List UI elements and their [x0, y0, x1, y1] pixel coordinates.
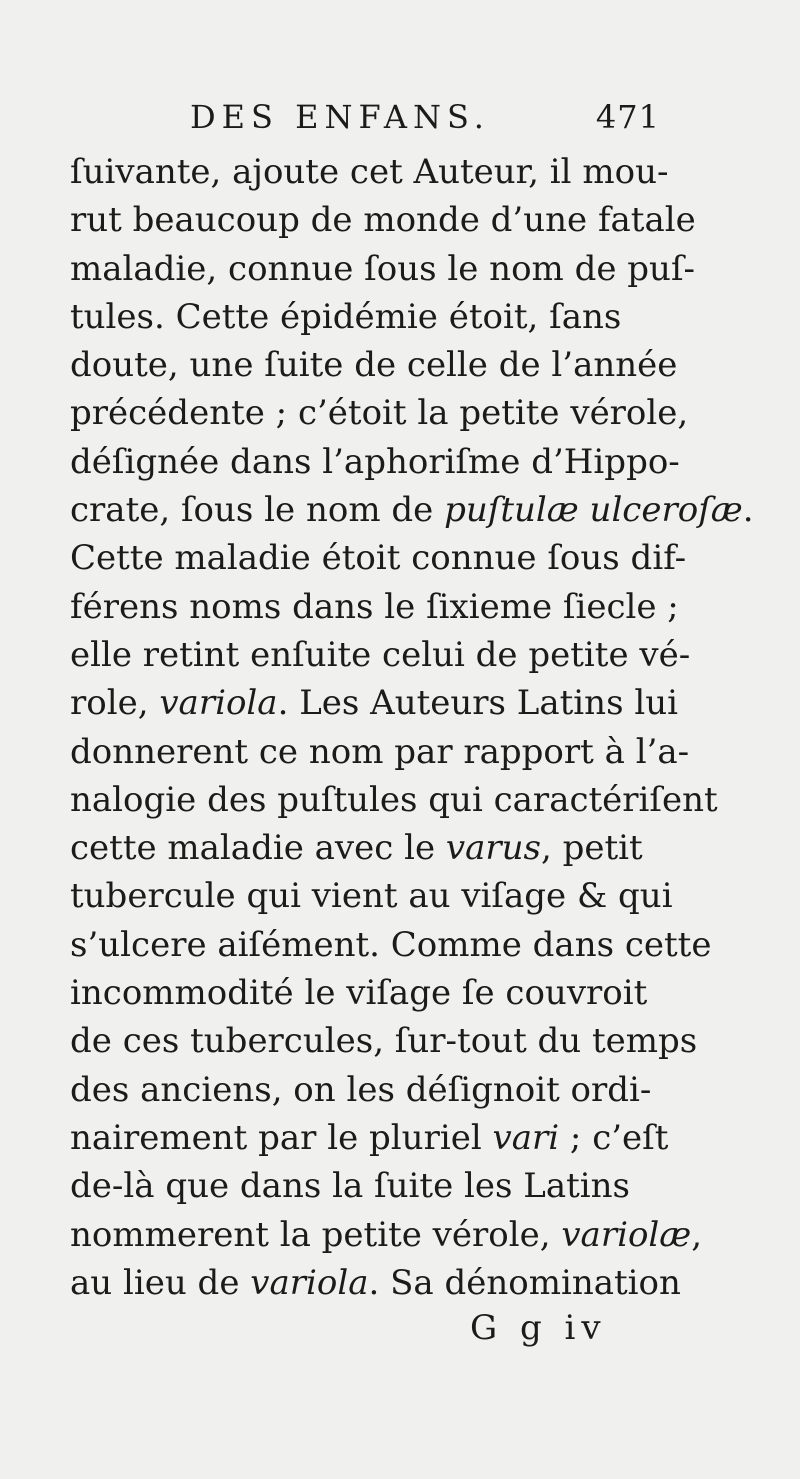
text-line [70, 631, 690, 679]
text-line [70, 1211, 703, 1259]
text-line [70, 1259, 690, 1307]
text-line [70, 389, 690, 437]
italic-term: variola [250, 1262, 369, 1303]
text-segment: tubercule qui vient au viſage & qui [70, 876, 673, 917]
text-segment: de ces tubercules, ſur-tout du temps [70, 1021, 698, 1062]
text-segment: nalogie des puſtules qui caractériſent [70, 779, 718, 820]
text-line [70, 679, 690, 727]
text-line [70, 486, 754, 534]
text-segment: nommerent la petite vérole, [70, 1214, 562, 1255]
text-segment: role, [70, 683, 160, 724]
text-segment: cette maladie avec le [70, 828, 446, 869]
text-line [70, 1017, 698, 1065]
text-segment: de-là que dans la ſuite les Latins [70, 1166, 630, 1207]
italic-term: vari [492, 1117, 560, 1158]
text-segment: , petit [540, 828, 643, 869]
text-line [70, 341, 690, 389]
text-line [70, 196, 696, 244]
signature-mark: G g iv [470, 1308, 607, 1348]
italic-term: variola [159, 683, 278, 724]
text-line [70, 776, 718, 824]
text-line [70, 969, 690, 1017]
text-line [70, 1114, 690, 1162]
italic-term: varus [445, 828, 541, 869]
text-line [70, 293, 690, 341]
text-line [70, 1066, 690, 1114]
page-number: 471 [595, 98, 660, 136]
text-segment: ; c’eſt [559, 1117, 669, 1158]
text-line [70, 583, 690, 631]
text-segment: précédente ; c’étoit la petite vérole, [70, 393, 689, 434]
text-segment: Cette maladie étoit connue ſous dif- [70, 538, 687, 579]
italic-term: puſtulæ ulceroſæ [444, 490, 743, 531]
text-segment: donnerent ce nom par rapport à l’a- [70, 731, 690, 772]
text-line [70, 1162, 690, 1210]
text-segment: maladie, connue ſous le nom de puſ- [70, 248, 696, 289]
text-line [70, 245, 696, 293]
text-segment: s’ulcere aiſément. Comme dans cette [70, 924, 712, 965]
text-segment: . Sa dénomination [368, 1262, 681, 1303]
text-segment: déſignée dans l’aphoriſme d’Hippo- [70, 441, 680, 482]
text-segment: crate, ſous le nom de [70, 490, 445, 531]
text-segment: elle retint enſuite celui de petite vé- [70, 634, 691, 675]
text-segment: férens noms dans le ſixieme ſiecle ; [70, 586, 679, 627]
text-line [70, 824, 690, 872]
text-line [70, 534, 690, 582]
text-segment: . [742, 490, 754, 531]
text-line [70, 148, 690, 196]
text-segment: au lieu de [70, 1262, 251, 1303]
body-text [70, 148, 754, 1307]
text-segment: des anciens, on les déſignoit ordi- [70, 1069, 652, 1110]
text-segment: nairement par le pluriel [70, 1117, 493, 1158]
text-line [70, 872, 690, 920]
text-segment: . Les Auteurs Latins lui [277, 683, 678, 724]
text-segment: incommodité le viſage ſe couvroit [70, 973, 648, 1014]
running-head [190, 92, 660, 142]
italic-term: variolæ [561, 1214, 692, 1255]
text-line [70, 438, 690, 486]
text-segment: doute, une ſuite de celle de l’année [70, 345, 678, 386]
text-line [70, 728, 690, 776]
running-title: DES ENFANS. [190, 98, 490, 136]
text-segment: rut beaucoup de monde d’une fatale [70, 200, 696, 241]
text-segment: tules. Cette épidémie étoit, ſans [70, 296, 622, 337]
text-segment: ſuivante, ajoute cet Auteur, il mou- [70, 152, 669, 192]
text-line [70, 921, 712, 969]
text-segment: , [691, 1214, 703, 1255]
